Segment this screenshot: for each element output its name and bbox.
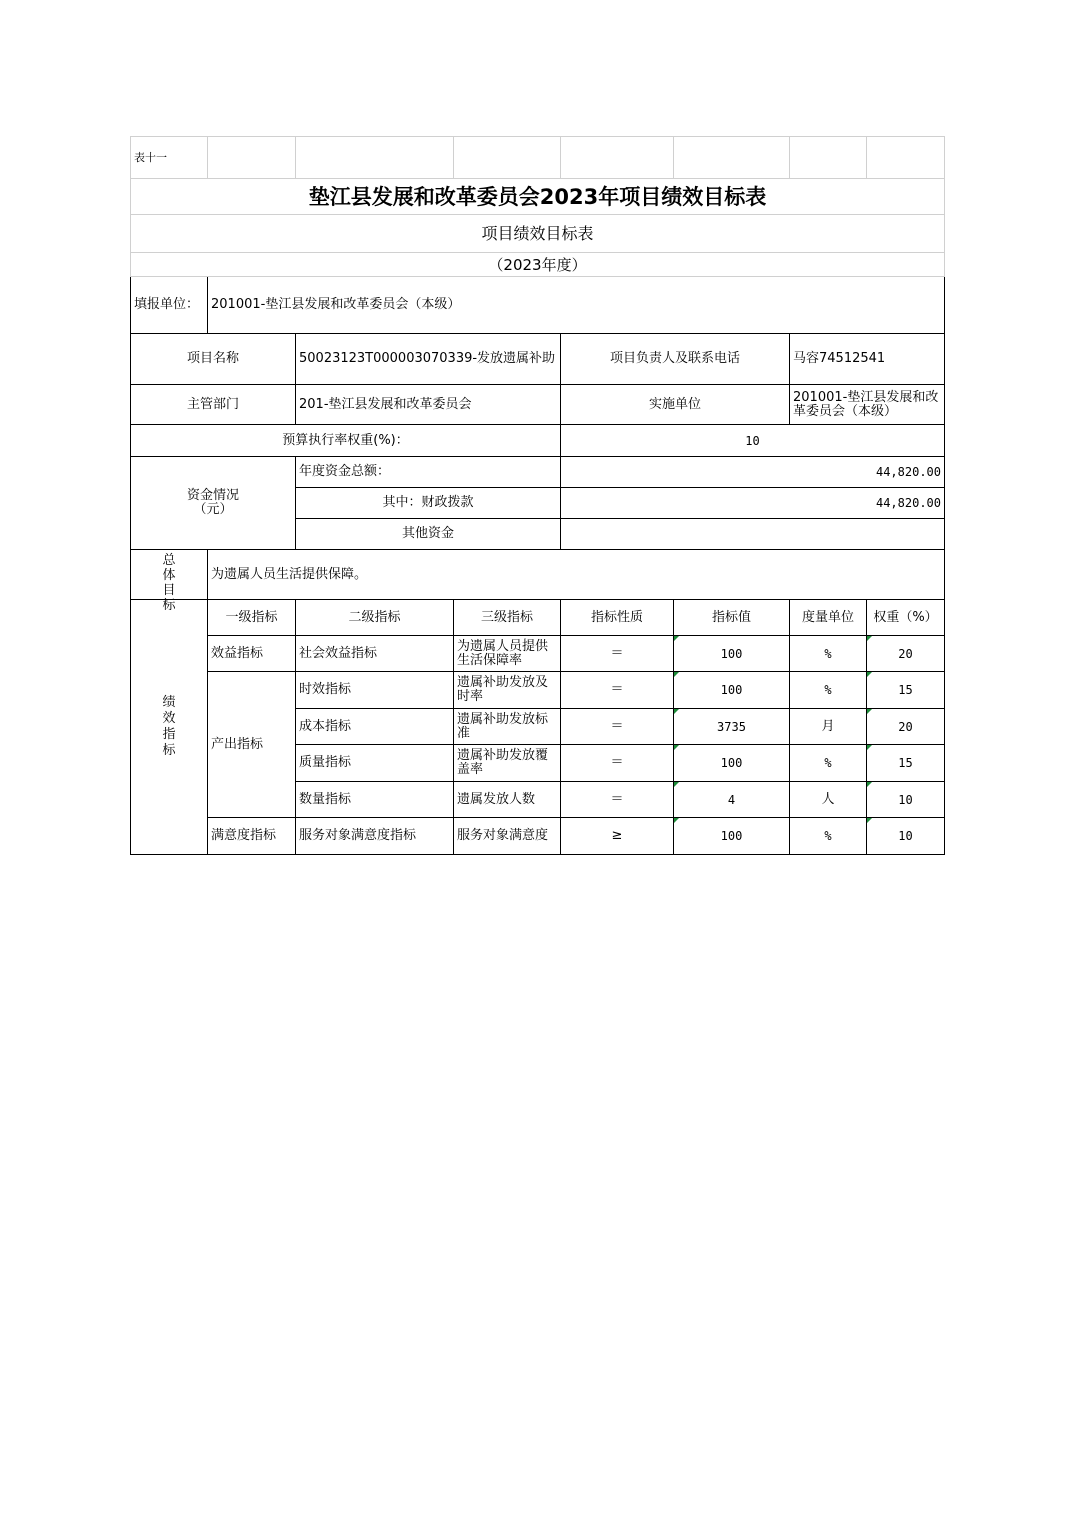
dept-label: 主管部门 [131, 385, 296, 425]
weight-cell: 10 [867, 782, 945, 818]
value-cell: 100 [674, 818, 790, 855]
funds-total-label: 年度资金总额： [296, 457, 561, 488]
level2-cell: 数量指标 [296, 782, 454, 818]
budget-weight-value: 10 [561, 425, 945, 457]
overall-goal-label [131, 550, 208, 613]
table-row [131, 672, 945, 709]
funds-label: 资金情况 （元） [131, 457, 296, 550]
value-cell: 100 [674, 745, 790, 782]
level1-benefit: 效益指标 [208, 636, 296, 672]
header-value: 指标值 [674, 600, 790, 636]
project-contact-value: 马容74512541 [790, 334, 945, 385]
table-row [131, 636, 945, 672]
weight-cell: 20 [867, 709, 945, 745]
impl-unit-value: 201001-垫江县发展和改革委员会（本级） [790, 385, 945, 425]
indicators-section-label-text: 绩效指标 [162, 695, 176, 758]
funds-other-label: 其他资金 [296, 519, 561, 550]
header-level2: 二级指标 [296, 600, 454, 636]
unit-cell: % [790, 745, 867, 782]
header-weight: 权重（%） [867, 600, 945, 636]
budget-weight-label: 预算执行率权重(%)： [131, 425, 561, 457]
filling-unit-value: 201001-垫江县发展和改革委员会（本级） [208, 277, 945, 334]
header-unit: 度量单位 [790, 600, 867, 636]
unit-cell: % [790, 636, 867, 672]
level2-cell: 社会效益指标 [296, 636, 454, 672]
unit-cell: % [790, 672, 867, 709]
table-subtitle: 项目绩效目标表 [131, 215, 945, 253]
level1-satisfaction: 满意度指标 [208, 818, 296, 855]
overall-goal-value: 为遗属人员生活提供保障。 [208, 550, 945, 600]
weight-cell: 10 [867, 818, 945, 855]
value-cell: 3735 [674, 709, 790, 745]
level3-cell: 遗属发放人数 [454, 782, 561, 818]
weight-cell: 20 [867, 636, 945, 672]
level3-cell: 遗属补助发放覆盖率 [454, 745, 561, 782]
level1-output: 产出指标 [208, 672, 296, 818]
table-year: （2023年度） [131, 253, 945, 277]
weight-cell: 15 [867, 745, 945, 782]
level3-cell: 遗属补助发放标准 [454, 709, 561, 745]
nature-cell: ＝ [561, 672, 674, 709]
nature-cell: ＝ [561, 745, 674, 782]
nature-cell: ＝ [561, 636, 674, 672]
nature-cell: ＝ [561, 782, 674, 818]
level3-cell: 遗属补助发放及时率 [454, 672, 561, 709]
unit-cell: % [790, 818, 867, 855]
funds-other-value [561, 519, 945, 550]
header-nature: 指标性质 [561, 600, 674, 636]
project-name-value: 50023123T000003070339-发放遗属补助 [296, 334, 561, 385]
nature-cell: ≥ [561, 818, 674, 855]
project-name-label: 项目名称 [131, 334, 296, 385]
funds-fiscal-label: 其中：财政拨款 [296, 488, 561, 519]
page-title: 垫江县发展和改革委员会2023年项目绩效目标表 [131, 179, 945, 215]
nature-cell: ＝ [561, 709, 674, 745]
value-cell: 4 [674, 782, 790, 818]
level2-cell: 服务对象满意度指标 [296, 818, 454, 855]
table-row [131, 818, 945, 855]
header-level1: 一级指标 [208, 600, 296, 636]
dept-value: 201-垫江县发展和改革委员会 [296, 385, 561, 425]
level2-cell: 时效指标 [296, 672, 454, 709]
value-cell: 100 [674, 636, 790, 672]
funds-total-value: 44,820.00 [561, 457, 945, 488]
unit-cell: 月 [790, 709, 867, 745]
filling-unit-label: 填报单位： [131, 277, 208, 334]
indicators-section-label [131, 600, 208, 855]
funds-fiscal-value: 44,820.00 [561, 488, 945, 519]
unit-cell: 人 [790, 782, 867, 818]
overall-goal-label-text: 总体目标 [162, 552, 176, 613]
project-contact-label: 项目负责人及联系电话 [561, 334, 790, 385]
level2-cell: 成本指标 [296, 709, 454, 745]
weight-cell: 15 [867, 672, 945, 709]
form-label: 表十一 [131, 137, 208, 179]
impl-unit-label: 实施单位 [561, 385, 790, 425]
level2-cell: 质量指标 [296, 745, 454, 782]
level3-cell: 服务对象满意度 [454, 818, 561, 855]
header-level3: 三级指标 [454, 600, 561, 636]
level3-cell: 为遗属人员提供生活保障率 [454, 636, 561, 672]
performance-goal-table [130, 136, 945, 855]
value-cell: 100 [674, 672, 790, 709]
